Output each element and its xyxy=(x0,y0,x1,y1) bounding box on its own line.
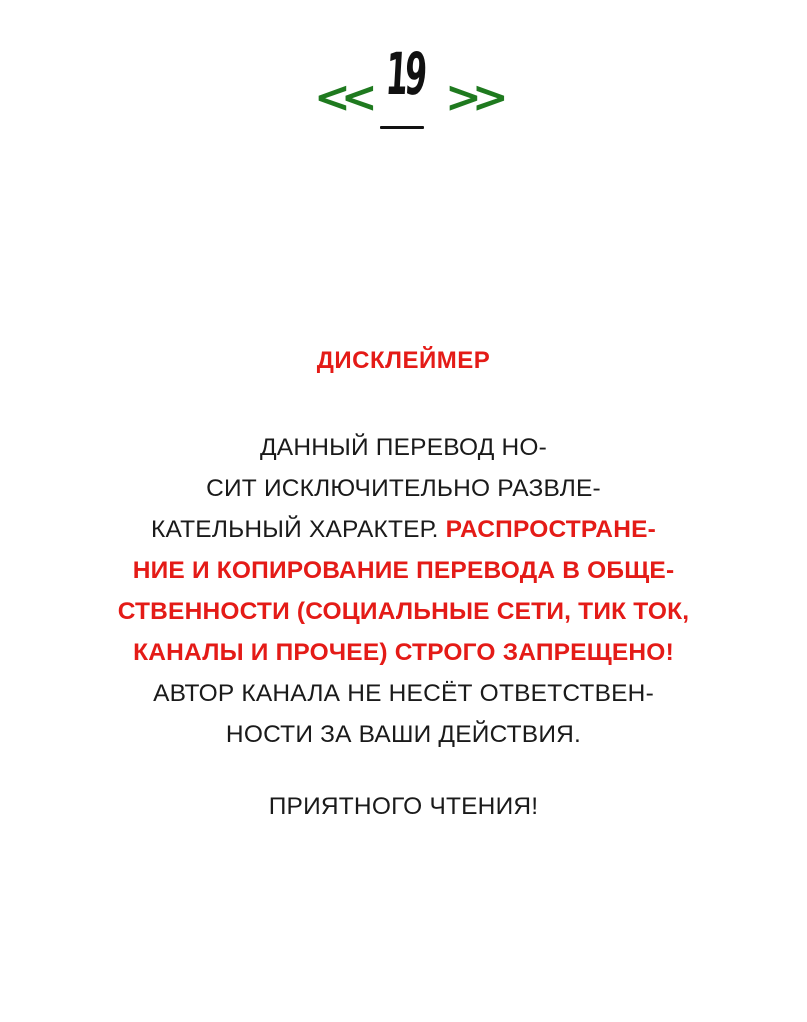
disclaimer-line: АВТОР КАНАЛА НЕ НЕСЁТ ОТВЕТСТВЕН- xyxy=(153,680,654,707)
disclaimer-line: СИТ ИСКЛЮЧИТЕЛЬНО РАЗВЛЕ- xyxy=(206,475,601,502)
disclaimer-line xyxy=(0,509,807,550)
disclaimer-line-warning: СТВЕННОСТИ (СОЦИАЛЬНЫЕ СЕТИ, ТИК ТОК, xyxy=(117,598,690,625)
disclaimer-line-warning: КАНАЛЫ И ПРОЧЕЕ) СТРОГО ЗАПРЕЩЕНО! xyxy=(133,639,674,666)
disclaimer-line-plain: КАТЕЛЬНЫЙ ХАРАКТЕР. xyxy=(151,516,446,543)
disclaimer-line: НОСТИ ЗА ВАШИ ДЕЙСТВИЯ. xyxy=(225,721,582,748)
disclaimer-line: ДАННЫЙ ПЕРЕВОД НО- xyxy=(259,434,547,461)
disclaimer-line-warning: НИЕ И КОПИРОВАНИЕ ПЕРЕВОДА В ОБЩЕ- xyxy=(132,557,675,584)
closing-text: ПРИЯТНОГО ЧТЕНИЯ! xyxy=(268,793,539,820)
disclaimer-title: ДИСКЛЕЙМЕР xyxy=(316,347,491,374)
left-quote-marks: << xyxy=(314,72,368,123)
chapter-underline xyxy=(380,126,424,129)
chapter-number: 19 xyxy=(383,40,426,108)
chapter-header xyxy=(0,42,807,142)
disclaimer-body xyxy=(0,427,807,755)
right-quote-marks: >> xyxy=(445,72,499,123)
disclaimer-line-warning: РАСПРОСТРАНЕ- xyxy=(445,516,656,543)
